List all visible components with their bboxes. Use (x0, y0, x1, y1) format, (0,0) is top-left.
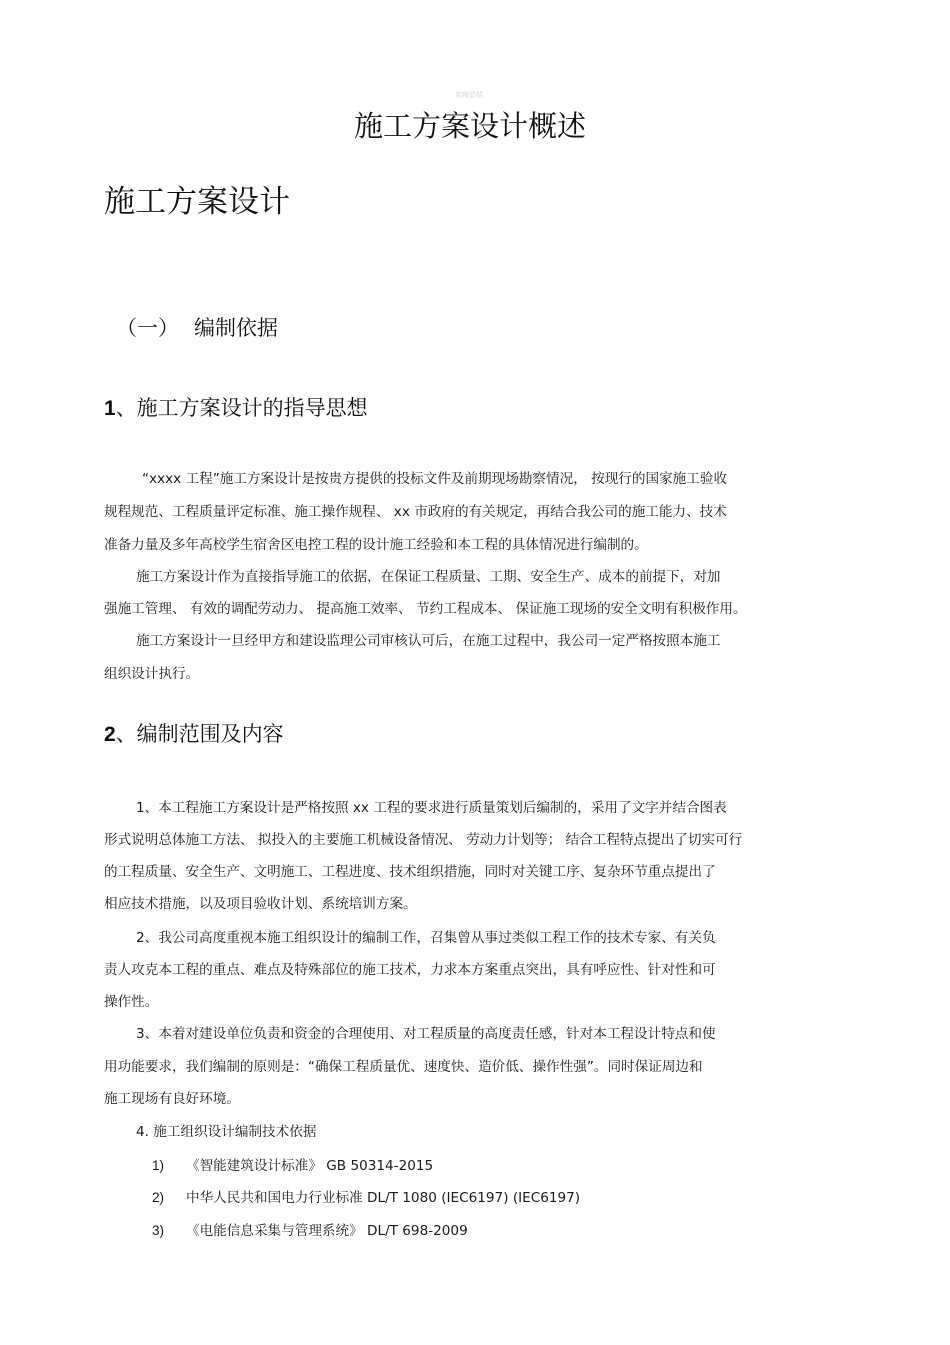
section-2-line: 的工程质量、安全生产、文明施工、工程进度、技术组织措施，同时对关键工序、复杂环节重点提出了 (104, 864, 716, 880)
document-title: 施工方案设计概述 (353, 109, 586, 143)
list-item-text: 中华人民共和国电力行业标准 DL/T 1080 (IEC6197) (IEC6197) (186, 1190, 581, 1206)
section-1-line: 施工方案设计一旦经甲方和建设监理公司审核认可后，在施工过程中，我公司一定严格按照本施工 (136, 633, 721, 649)
section-1-number: 1 (104, 397, 116, 420)
section-2-line: 形式说明总体施工方法、 拟投入的主要施工机械设备情况、 劳动力计划等； 结合工程特点提出了切实可行 (104, 832, 743, 848)
section-2-line: 用功能要求，我们编制的原则是：“确保工程质量优、速度快、造价低、操作性强”。同时保证周边和 (104, 1059, 703, 1075)
section-2-line: 施工现场有良好环境。 (104, 1091, 240, 1107)
list-item (152, 1186, 580, 1206)
sub-heading-text: 编制依据 (194, 316, 278, 340)
section-1-line: 规程规范、工程质量评定标准、施工操作规程、 xx 市政府的有关规定，再结合我公司的施工能力、技术 (104, 504, 727, 520)
section-1-line: 组织设计执行。 (104, 666, 200, 682)
main-heading: 施工方案设计 (104, 184, 290, 220)
header-mark: 名师总结 (455, 91, 483, 99)
section-1-title: 、施工方案设计的指导思想 (115, 396, 368, 420)
section-2-line: 3、本着对建设单位负责和资金的合理使用、对工程质量的高度责任感，针对本工程设计特点和使 (136, 1026, 716, 1042)
section-2-line: 1、本工程施工方案设计是严格按照 xx 工程的要求进行质量策划后编制的，采用了文字并结合图表 (136, 800, 727, 816)
list-item-index: 3) (152, 1223, 165, 1238)
section-2-line: 责人攻克本工程的重点、难点及特殊部位的施工技术，力求本方案重点突出，具有呼应性、针对性和可 (104, 962, 716, 978)
list-item-index: 2) (152, 1190, 165, 1205)
section-1-line: “xxxx 工程”施工方案设计是按贵方提供的投标文件及前期现场勘察情况， 按现行的国家施工验收 (142, 471, 728, 487)
list-item (152, 1154, 433, 1174)
section-2-number: 2 (104, 723, 116, 746)
section-1-line: 施工方案设计作为直接指导施工的依据，在保证工程质量、工期、安全生产、成本的前提下，对加 (136, 569, 721, 585)
section-2-heading (104, 718, 284, 748)
list-item-text: 《智能建筑设计标准》 GB 50314-2015 (186, 1158, 434, 1174)
sub-heading-number: （一） (116, 316, 179, 340)
section-2-line: 2、我公司高度重视本施工组织设计的编制工作，召集曾从事过类似工程工作的技术专家、有关负 (136, 930, 716, 946)
list-item (152, 1219, 468, 1239)
section-2-line: 相应技术措施，以及项目验收计划、系统培训方案。 (104, 896, 417, 912)
section-1-line: 准备力量及多年高校学生宿舍区电控工程的设计施工经验和本工程的具体情况进行编制的。 (104, 537, 648, 553)
section-1-line: 强施工管理、 有效的调配劳动力、 提高施工效率、 节约工程成本、 保证施工现场的安全文明有积极作用。 (104, 601, 747, 617)
section-2-line: 4. 施工组织设计编制技术依据 (136, 1124, 317, 1140)
sub-heading (116, 312, 278, 342)
list-item-text: 《电能信息采集与管理系统》 DL/T 698-2009 (186, 1223, 468, 1239)
section-2-title: 、编制范围及内容 (115, 722, 284, 746)
list-item-index: 1) (152, 1158, 165, 1173)
section-1-heading (104, 392, 368, 422)
section-2-line: 操作性。 (104, 994, 159, 1010)
